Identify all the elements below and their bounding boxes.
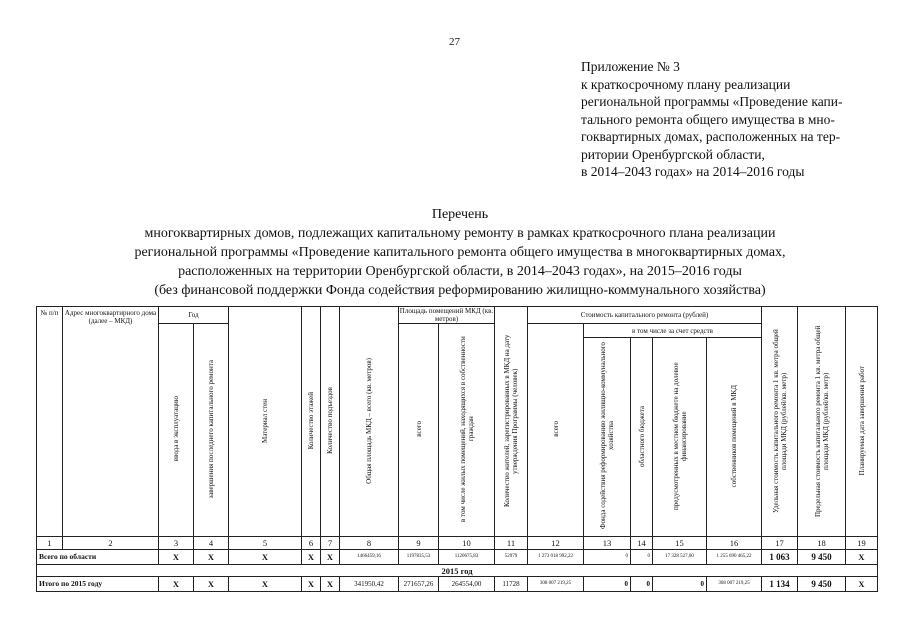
total-area-value: 1466459,16 [340,550,399,565]
repair-list-table [36,306,878,592]
year-section-row [37,565,878,577]
total-cost-total: 1 273 018 992,22 [528,550,584,565]
total-floors: X [302,550,321,565]
total-entrances: X [321,550,340,565]
total-cost-regional: 0 [631,550,653,565]
column-number: 19 [846,537,878,550]
total-row [37,550,878,565]
total-year-last-repair: X [194,550,229,565]
column-number: 5 [229,537,302,550]
header-cost-regional: областного бюджета [631,338,653,537]
header-cost-owners: собственников помещений в МКД [707,338,762,537]
header-year-last-repair: завершения последнего капитального ремонта [194,324,229,537]
page-number: 27 [449,36,460,48]
year-planned-date: X [846,577,878,592]
appendix-line: тального ремонта общего имущества в мно- [581,111,835,127]
appendix-line: гоквартирных домах, расположенных на тер- [581,129,841,144]
column-number: 7 [321,537,340,550]
year-section-label: 2015 год [37,565,878,577]
year-premises-owned: 264554,00 [439,577,495,592]
column-number: 17 [762,537,798,550]
year-total-area: 341950,42 [340,577,399,592]
column-number: 14 [631,537,653,550]
year-cost-owners: 308 007 219,25 [707,577,762,592]
total-residents: 52979 [495,550,528,565]
column-number: 6 [302,537,321,550]
column-number: 10 [439,537,495,550]
column-number-row [37,537,878,550]
total-premises-total: 1197835,53 [399,550,439,565]
total-unit-cost: 1 063 [762,550,798,565]
heading-line: региональной программы «Проведение капитального ремонта общего имущества в многоквартирных домах, [134,245,786,260]
column-number: 16 [707,537,762,550]
column-number: 4 [194,537,229,550]
year-unit-cost: 1 134 [762,577,798,592]
header-floors: Количество этажей [302,307,321,537]
column-number: 11 [495,537,528,550]
year-total-row [37,577,878,592]
column-number: 9 [399,537,439,550]
total-premises-owned: 1120675,83 [439,550,495,565]
column-number: 8 [340,537,399,550]
year-year-commissioning: X [159,577,194,592]
year-premises-total: 271657,26 [399,577,439,592]
header-cost-total: всего [528,324,584,537]
appendix-line: Приложение № 3 [581,59,680,74]
header-wall-material: Материал стен [229,307,302,537]
heading-title: Перечень [431,207,489,222]
year-residents: 11728 [495,577,528,592]
appendix-line: региональной программы «Проведение капи- [581,94,843,109]
year-entrances: X [321,577,340,592]
header-num: № п/п [37,307,63,537]
header-residents: Количество жителей, зарегистрированных в МКД на дату утверждения Программы (человек) [495,307,528,537]
header-planned-date: Планируемая дата завершения работ [846,307,878,537]
header-unit-cost: Удельная стоимость капитального ремонта 1 кв. метра общей площади МКД (рублей/кв. метр) [762,307,798,537]
year-cost-total: 308 007 219,25 [528,577,584,592]
column-number: 13 [584,537,631,550]
total-cost-fund: 0 [584,550,631,565]
year-floors: X [302,577,321,592]
header-premises-area: Площадь помещений МКД (кв. метров) [399,307,494,323]
year-year-last-repair: X [194,577,229,592]
total-year-commissioning: X [159,550,194,565]
header-premises-owned: в том числе жилых помещений, находящихся в собственности граждан [439,324,495,537]
header-cost: Стоимость капитального ремонта (рублей) [528,307,762,324]
total-cost-local: 17 328 527,00 [653,550,707,565]
year-wall-material: X [229,577,302,592]
header-address: Адрес многоквартирного дома (далее – МКД) [63,307,159,537]
year-cost-local: 0 [653,577,707,592]
header-year-commissioning: ввода в эксплуатацию [159,324,194,537]
column-number: 18 [798,537,846,550]
year-cost-fund: 0 [584,577,631,592]
heading-line: (без финансовой поддержки Фонда содействия реформированию жилищно-коммунального хозяйства) [154,283,766,298]
total-planned-date: X [846,550,878,565]
year-cost-regional: 0 [631,577,653,592]
total-cost-owners: 1 255 690 465,22 [707,550,762,565]
column-number: 2 [63,537,159,550]
appendix-line: ритории Оренбургской области, [581,146,765,162]
heading-line: расположенных на территории Оренбургской области, в 2014–2043 годах», на 2015–2016 годы [178,264,742,279]
appendix-line: к краткосрочному плану реализации [581,76,791,92]
document-heading [90,205,830,300]
total-row-label: Всего по области [37,550,159,565]
column-number: 3 [159,537,194,550]
header-cost-fund: Фонда содействия реформированию жилищно-коммунального хозяйства [584,338,631,537]
column-number: 15 [653,537,707,550]
total-max-unit-cost: 9 450 [798,550,846,565]
column-number: 12 [528,537,584,550]
appendix-note [581,58,881,181]
header-cost-incl: в том числе за счет средств [584,324,762,338]
header-max-unit-cost: Предельная стоимость капитального ремонта 1 кв. метра общей площади МКД (рублей/кв. метр) [798,307,846,537]
total-wall-material: X [229,550,302,565]
header-year: Год [159,307,229,324]
appendix-line: в 2014–2043 годах» на 2014–2016 годы [581,164,805,179]
column-number: 1 [37,537,63,550]
header-total-area: Общая площадь МКД – всего (кв. метров) [340,307,399,537]
heading-line: многоквартирных домов, подлежащих капитальному ремонту в рамках краткосрочного плана реализации [144,226,776,241]
header-premises-total: всего [399,324,439,537]
header-entrances: Количество подъездов [321,307,340,537]
year-max-unit-cost: 9 450 [798,577,846,592]
year-row-label: Итого по 2015 году [37,577,159,592]
header-cost-local: предусмотренных в местном бюджете на долевое финансирование [653,338,707,537]
